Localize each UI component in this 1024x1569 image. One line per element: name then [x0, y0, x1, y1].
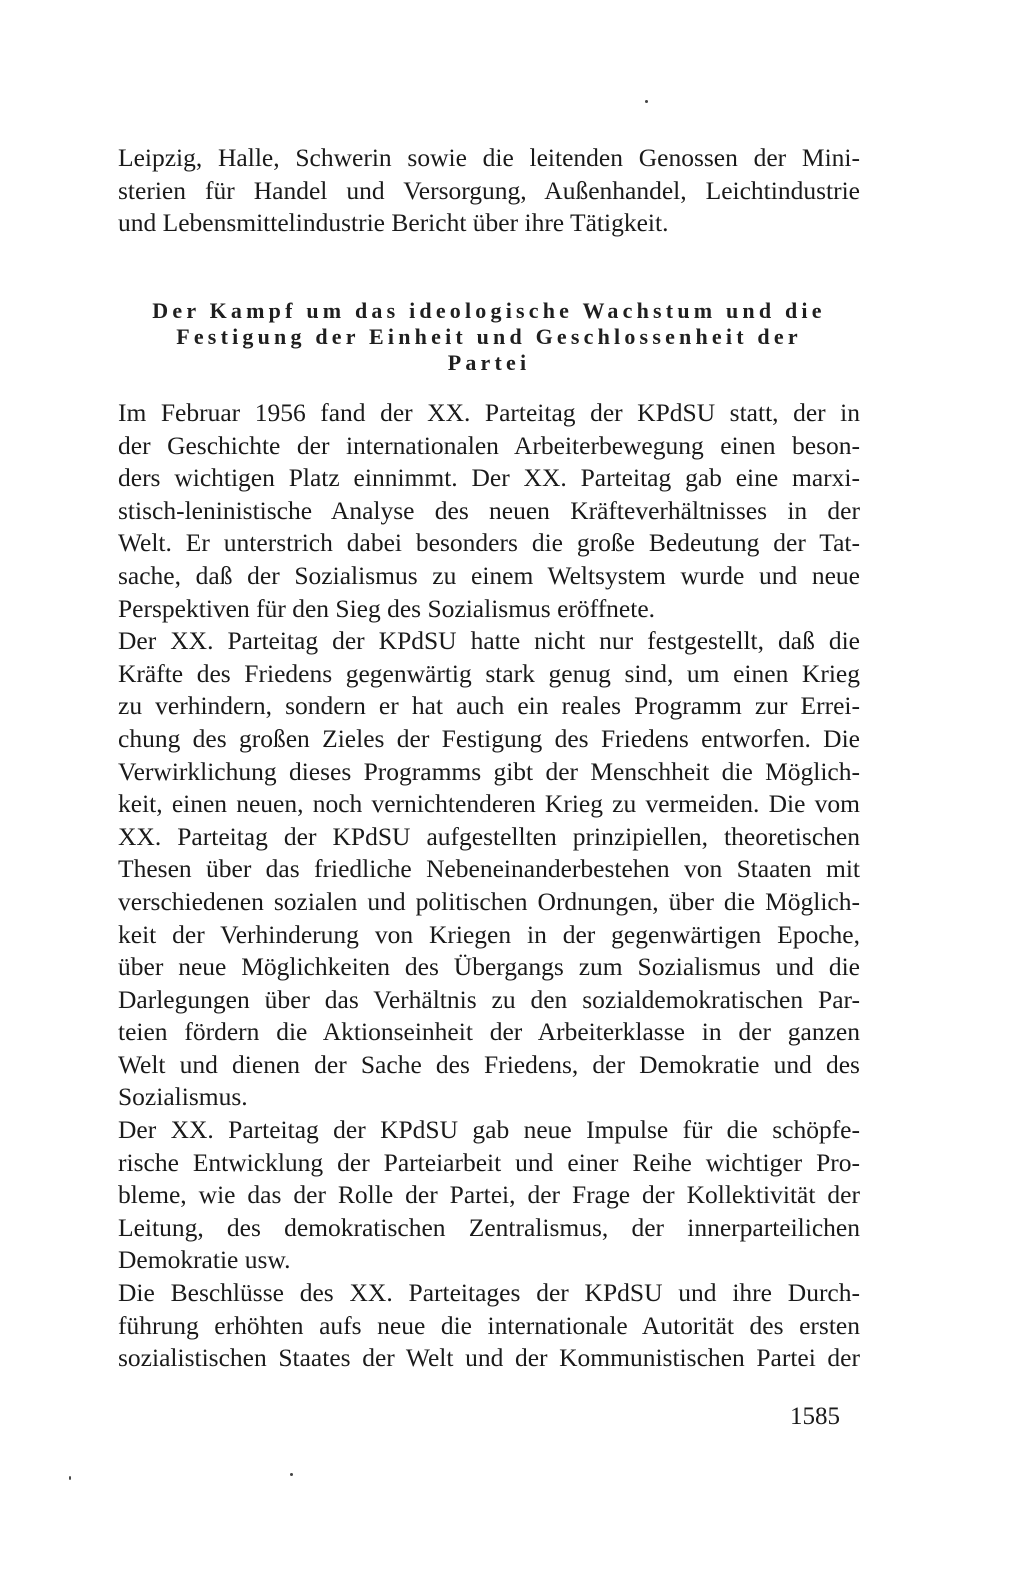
text-line: sozialistischen Staates der Welt und der Kommunistischen Partei der	[118, 1343, 860, 1373]
text-line: der Geschichte der internationalen Arbeiterbewegung einen beson-	[118, 430, 860, 460]
text-line: Der XX. Parteitag der KPdSU hatte nicht nur festgestellt, daß die	[118, 626, 860, 656]
text-line: XX. Parteitag der KPdSU aufgestellten prinzipiellen, theoretischen	[118, 821, 860, 851]
scan-speck	[645, 100, 648, 103]
text-line: teien fördern die Aktionseinheit der Arbeiterklasse in der ganzen	[118, 1017, 860, 1047]
text-line: keit, einen neuen, noch vernichtenderen Krieg zu vermeiden. Die vom	[118, 789, 860, 819]
scan-speck	[290, 1473, 293, 1476]
text-line: ders wichtigen Platz einnimmt. Der XX. Parteitag gab eine marxi-	[118, 463, 860, 493]
text-line: rische Entwicklung der Parteiarbeit und einer Reihe wichtiger Pro-	[118, 1147, 860, 1177]
text-line: Perspektiven für den Sieg des Sozialismus eröffnete.	[118, 593, 656, 623]
intro-line: und Lebensmittelindustrie Bericht über ihre Tätigkeit.	[118, 208, 669, 238]
text-line: verschiedenen sozialen und politischen Ordnungen, über die Möglich-	[118, 886, 860, 916]
text-line: Welt und dienen der Sache des Friedens, der Demokratie und des	[118, 1049, 860, 1079]
body-text	[118, 397, 860, 1375]
text-line: Leitung, des demokratischen Zentralismus, der innerparteilichen	[118, 1212, 860, 1242]
text-line: stisch-leninistische Analyse des neuen Kräfteverhältnisses in der	[118, 495, 860, 525]
text-line: Kräfte des Friedens gegenwärtig stark genug sind, um einen Krieg	[118, 658, 860, 688]
text-line: Im Februar 1956 fand der XX. Parteitag der KPdSU statt, der in	[118, 398, 860, 427]
text-line: Welt. Er unterstrich dabei besonders die große Bedeutung der Tat-	[118, 528, 860, 558]
intro-paragraph	[118, 142, 860, 240]
text-line: Die Beschlüsse des XX. Parteitages der KPdSU und ihre Durch-	[118, 1278, 860, 1308]
text-line: zu verhindern, sondern er hat auch ein reales Programm zur Errei-	[118, 691, 860, 721]
text-line: Demokratie usw.	[118, 1245, 291, 1275]
text-line: Verwirklichung dieses Programms gibt der Menschheit die Möglich-	[118, 756, 860, 786]
page-number: 1585	[790, 1403, 840, 1430]
paragraph	[118, 397, 860, 625]
paragraph	[118, 625, 860, 1114]
text-line: sache, daß der Sozialismus zu einem Weltsystem wurde und neue	[118, 560, 860, 590]
heading-line: Der Kampf um das ideologische Wachstum und die	[152, 298, 826, 323]
text-line: chung des großen Zieles der Festigung des Friedens entworfen. Die	[118, 723, 860, 753]
heading-line: Partei	[447, 350, 531, 375]
text-line: über neue Möglichkeiten des Übergangs zum Sozialismus und die	[118, 952, 860, 982]
intro-line: Leipzig, Halle, Schwerin sowie die leitenden Genossen der Mini-	[118, 143, 860, 172]
text-line: keit der Verhinderung von Kriegen in der gegenwärtigen Epoche,	[118, 919, 860, 949]
text-line: Thesen über das friedliche Nebeneinanderbestehen von Staaten mit	[118, 854, 860, 884]
text-line: führung erhöhten aufs neue die internationale Autorität des ersten	[118, 1310, 860, 1340]
intro-line: sterien für Handel und Versorgung, Außenhandel, Leichtindustrie	[118, 175, 860, 205]
text-line: Der XX. Parteitag der KPdSU gab neue Impulse für die schöpfe-	[118, 1115, 860, 1145]
text-line: bleme, wie das der Rolle der Partei, der Frage der Kollektivität der	[118, 1180, 860, 1210]
paragraph	[118, 1277, 860, 1375]
scan-speck	[69, 1476, 71, 1480]
text-line: Darlegungen über das Verhältnis zu den sozialdemokratischen Par-	[118, 984, 860, 1014]
text-line: Sozialismus.	[118, 1082, 248, 1112]
heading-line: Festigung der Einheit und Geschlossenheit der	[176, 324, 802, 349]
section-heading	[118, 298, 860, 376]
paragraph	[118, 1114, 860, 1277]
